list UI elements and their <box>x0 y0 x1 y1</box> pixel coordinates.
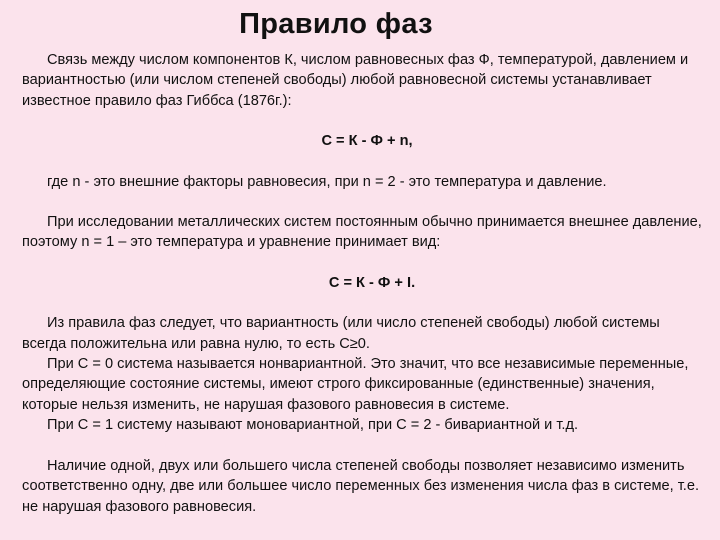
paragraph-where-n: где n - это внешние факторы равновесия, при n = 2 - это температура и давление. <box>47 173 607 190</box>
spacer <box>22 436 702 456</box>
spacer <box>22 192 702 212</box>
spacer <box>22 111 702 131</box>
spacer <box>22 253 702 273</box>
spacer <box>22 293 702 313</box>
spacer <box>22 152 702 172</box>
paragraph-intro: Связь между числом компонентов К, числом равновесных фаз Ф, температурой, давлением и вариантностью (или числом степеней свободы) любой равновесной системы устанавливает известное правило фаз Гиббса (1876г.): <box>22 52 689 109</box>
slide-body <box>22 50 702 517</box>
paragraph-degrees-of-freedom: Наличие одной, двух или большего числа степеней свободы позволяет независимо изменить соответственно одну, две или большее число переменных без изменения числа фаз в системе, т.е. не нарушая фазового равновесия. <box>22 457 700 515</box>
paragraph-c-one: При С = 1 систему называют моновариантной, при С = 2 - бивариантной и т.д. <box>47 417 579 434</box>
paragraph-rule-follows: Из правила фаз следует, что вариантность (или число степеней свободы) любой системы всегда положительна или равна нулю, то есть С≥0. <box>22 315 660 352</box>
slide-title: Правило фаз <box>239 8 433 40</box>
formula-general: С = К - Ф + n, <box>321 133 413 150</box>
paragraph-c-zero: При С = 0 система называется нонвариантной. Это значит, что все независимые переменные, определяющие состояние системы, имеют строго фиксированные (единственные) значения, которые нельзя изменить, не нарушая фазового равновесия в системе. <box>22 356 689 413</box>
formula-metal: С = К - Ф + I. <box>328 274 416 291</box>
paragraph-metal-systems: При исследовании металлических систем постоянным обычно принимается внешнее давление, поэтому n = 1 – это температура и уравнение принимает вид: <box>22 214 702 251</box>
